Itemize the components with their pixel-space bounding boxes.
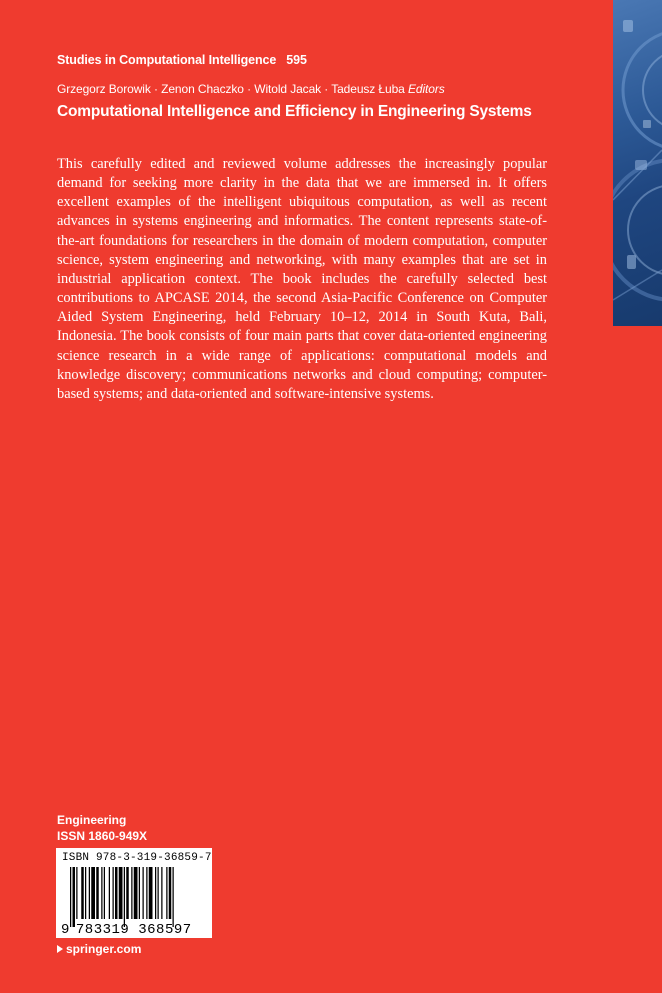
book-title: Computational Intelligence and Efficiency in Engineering Systems: [57, 103, 532, 120]
barcode-bar: [143, 867, 144, 919]
barcode-bar: [81, 867, 84, 919]
barcode-bar: [173, 867, 174, 927]
barcode-bar: [73, 867, 76, 927]
subject-label: Engineering: [57, 813, 127, 827]
barcode-bar: [91, 867, 95, 919]
ean-group-1: 783319: [75, 922, 130, 938]
barcode-bar: [124, 867, 125, 927]
arrow-right-icon: [57, 945, 63, 953]
publisher-link[interactable]: [57, 942, 141, 956]
series-line: [57, 53, 307, 67]
isbn-text: ISBN 978-3-319-36859-7: [62, 852, 212, 864]
editor-names: Grzegorz Borowik · Zenon Chaczko · Witold Jacak · Tadeusz Łuba: [57, 82, 405, 96]
series-name: Studies in Computational Intelligence: [57, 53, 277, 67]
barcode-bar: [161, 867, 162, 919]
barcode-bar: [119, 867, 123, 919]
series-number: 595: [286, 53, 307, 67]
barcode-bar: [134, 867, 138, 919]
barcode-bar: [101, 867, 102, 919]
barcode-bar: [104, 867, 105, 919]
ean-group-2: 368597: [138, 922, 192, 938]
barcode-bar: [126, 867, 129, 919]
description-paragraph: This carefully edited and reviewed volume addresses the increasingly popular demand for seeking more clarity in the data that we are immersed in. It offers excellent examples of the intelligent ubiquitous computation, as well as recent advances in systems engineering and informatics. The content represents state-of-the-art foundations for researchers in the domain of modern computation, computer science, system engineering and networking, with many examples that are set in industrial application context. The book includes the carefully selected best contributions to APCASE 2014, the second Asia-Pacific Conference on Computer Aided System Engineering, held February 10–12, 2014 in South Kuta, Bali, Indonesia. The book consists of four main parts that cover data-oriented engineering science research in a wide range of applications: computational models and knowledge discovery; communications networks and cloud computing; computer-based systems; and data-oriented and software-intensive systems.: [57, 156, 547, 402]
barcode-bar: [146, 867, 147, 919]
barcode-bar: [149, 867, 153, 919]
barcode-bar: [131, 867, 132, 919]
barcode-bar: [89, 867, 90, 919]
barcode-bar: [85, 867, 86, 919]
barcode-bar: [158, 867, 159, 919]
ean-digits: [61, 922, 192, 938]
barcode-bar: [70, 867, 71, 927]
editors-line: [57, 82, 445, 96]
issn-label: ISSN 1860-949X: [57, 829, 148, 843]
barcode-bar: [155, 867, 156, 919]
barcode-bar: [109, 867, 110, 919]
barcode-bar: [96, 867, 99, 919]
book-description: [57, 155, 547, 404]
editors-role: Editors: [407, 82, 445, 96]
barcode-bar: [139, 867, 140, 919]
barcode-bar: [166, 867, 167, 919]
barcode-bar: [76, 867, 77, 919]
cover-image-strip: [613, 0, 662, 326]
ean-first-digit: 9: [61, 922, 70, 938]
barcode-bar: [169, 867, 172, 919]
isbn-barcode: [56, 848, 212, 938]
publisher-link-text: springer.com: [66, 942, 142, 956]
barcode-bar: [115, 867, 118, 919]
barcode-bar: [113, 867, 114, 919]
